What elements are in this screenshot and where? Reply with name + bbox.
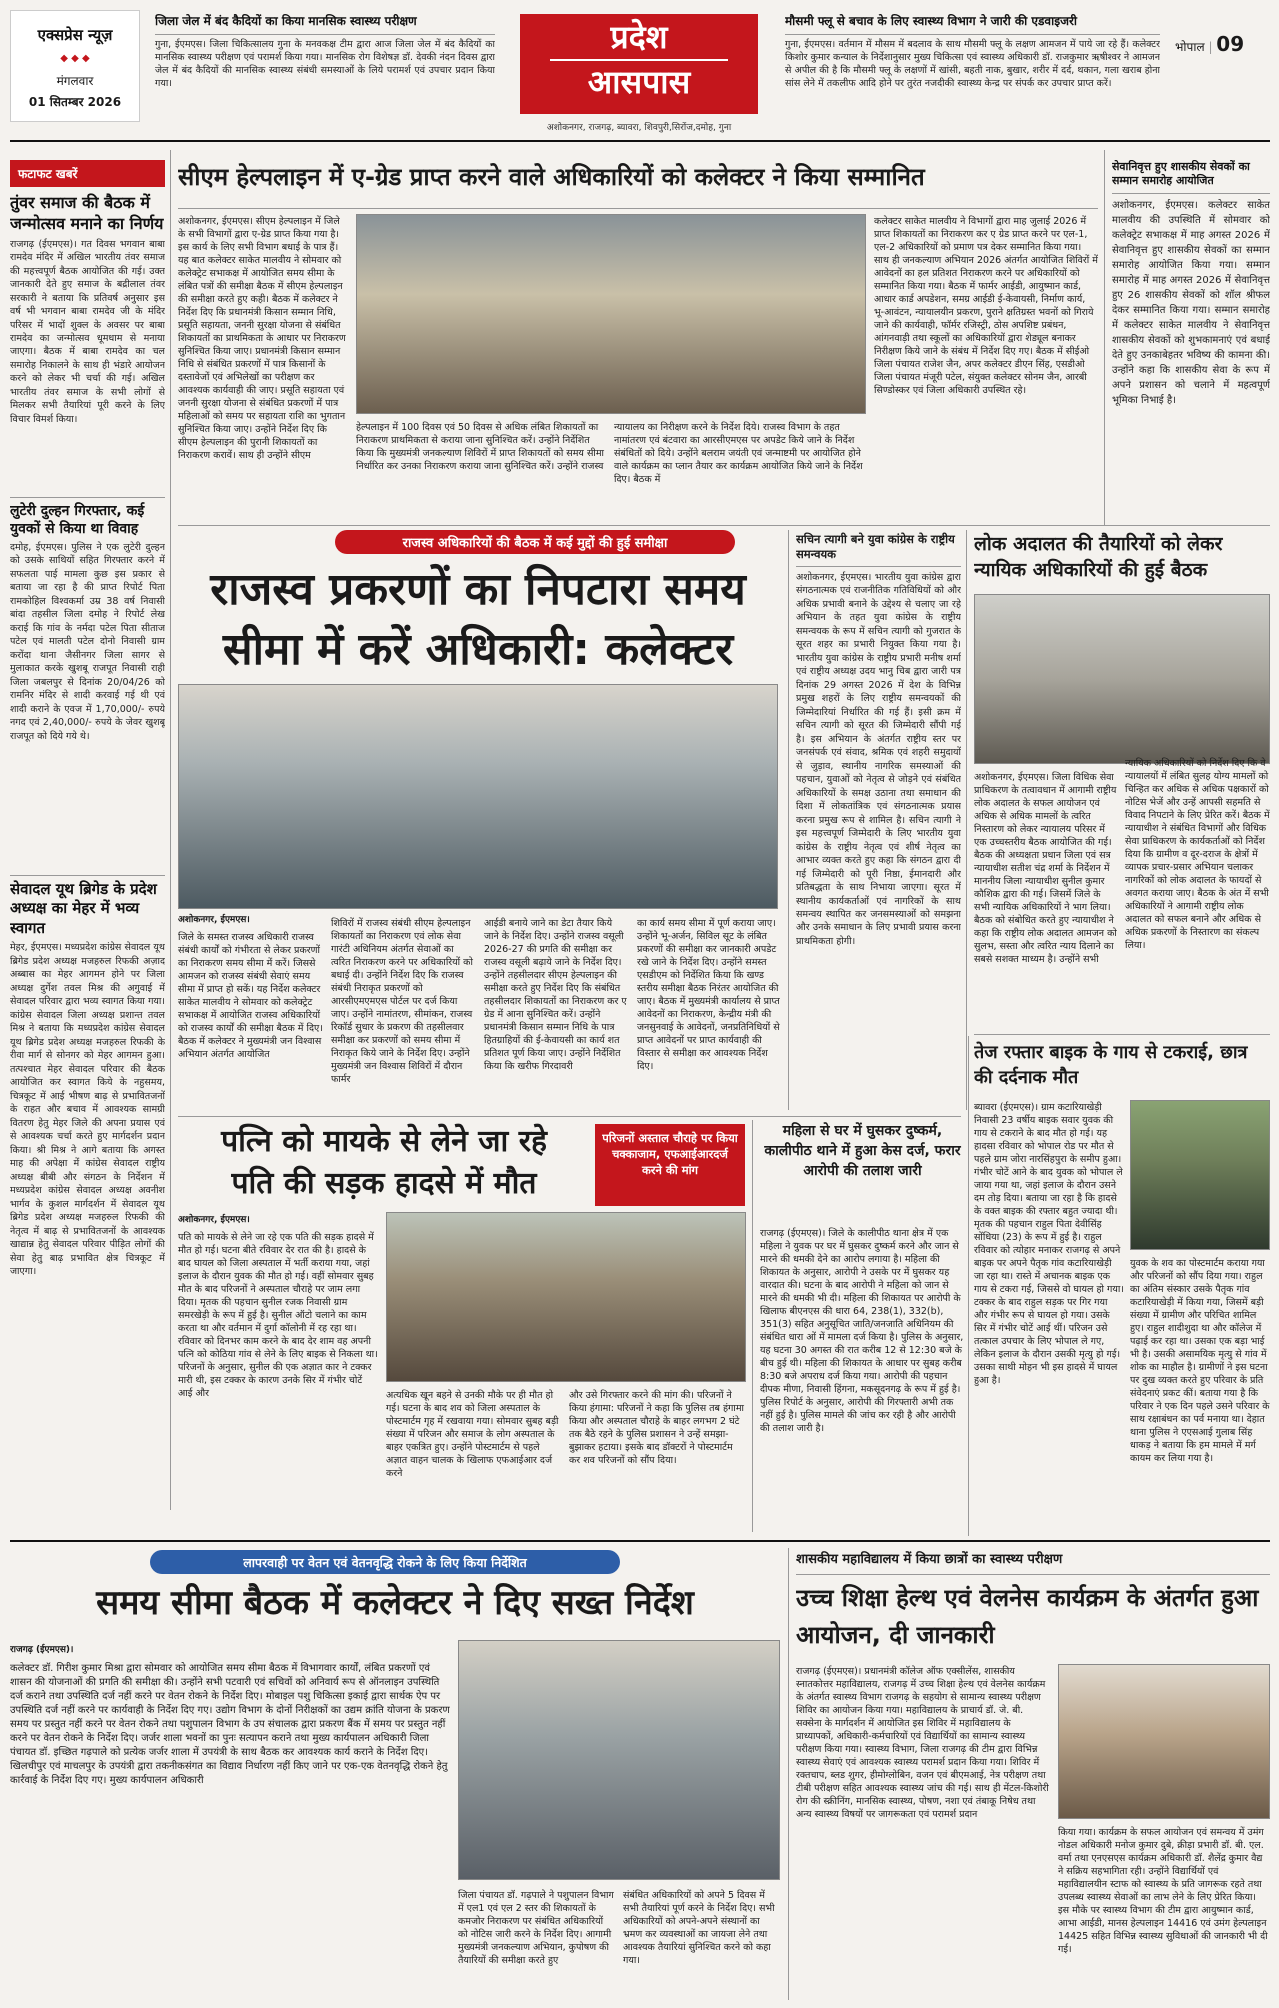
timelimit-kicker: लापरवाही पर वेतन एवं वेतनवृद्धि रोकने के लिए किया निर्देशित <box>150 1550 620 1574</box>
bike-body-2: युवक के शव का पोस्टमार्टम कराया गया और परिजनों को सौंप दिया गया। राहुल का अंतिम संस्कार उसके पैतृक गांव कटारियाखेड़ी में किया गया, जिसमें बड़ी संख्या में ग्रामीण और परिचित शामिल हुए। राहुल शादीशुदा था और कॉलेज में पढ़ाई कर रहा था। उसका एक बड़ा भाई भी है। उसकी असामयिक मृत्यु से गांव में शोक का माहौल है। ग्रामीणों ने इस घटना पर दुख व्यक्त करते हुए परिवार के प्रति संवेदनाएं प्रकट कीं। बताया गया है कि परिवार ने एक दिन पहले उसने परिवार के साथ रक्षाबंधन का पर्व मनाया था। देहात थाना पुलिस ने एएसआई गुलाब सिंह धाकड़ ने बताया कि हम मामले में मर्ग कायम कर लिया गया है। <box>1130 1258 1270 1464</box>
lead-rule <box>178 208 1098 209</box>
issue-day: मंगलवार <box>56 74 94 88</box>
masthead-brand-box <box>10 10 140 122</box>
diamond-ornament-icon: ◆ ◆ ◆ <box>60 53 90 64</box>
lead-bottom-rule <box>178 525 1270 526</box>
revenue-col-2: शिविरों में राजस्व संबंधी सीएम हेल्पलाइन शिकायतों का निराकरण एवं लोक सेवा गारंटी अधिनियम अंतर्गत सेवाओं का त्वरित निराकरण करने पर अधिकारियों को बधाई दी। उन्होंने निर्देश दिए कि राजस्व संबंधी निराकृत प्रकरणों को आरसीएमएमएस पोर्टल पर दर्ज किया जाए। उन्होंने नामांतरण, सीमांकन, राजस्व रिकॉर्ड सुधार के प्रकरण की तहसीलवार समीक्षा कर प्रकरणों को समय सीमा में निराकृत किये जाने के निर्देश दिए। उन्होंने मुख्यमंत्री जन विश्वास शिविरों में दौरान फार्मर <box>331 918 473 1085</box>
fatafat-story-3-body: मेहर, ईएमएस। मध्यप्रदेश कांग्रेस सेवादल यूथ ब्रिगेड प्रदेश अध्यक्ष मजहरुल रिफकी अज़ाद अब्बास का मेहर आगमन होने पर जिला अध्यक्ष दुर्गेश तवल मिश्र की अगुवाई में सेवादल परिवार द्वारा भव्य स्वागत किया गया। कांग्रेस सेवादल जिला अध्यक्ष प्रशान्त तवल मिश्र ने बताया कि मध्यप्रदेश कांग्रेस सेवादल यूथ ब्रिगेड प्रदेश अध्यक्ष मजहरुल रिफकी के रीवा मार्ग से सोनगर को मेहर आगमन हुआ। तत्पश्चात मेहर सेवादल परिवार की बैठक आयोजित कर स्वागत किये के नहुसमय, चित्रकूट में आई भीषण बाढ़ से प्रभावितजनों के राहत और बचाव में आवश्यक सामग्री वितरण हेतु मेहर जिले की अपना प्रयास एवं से आवश्यक चर्चा करते हुए मार्गदर्शन प्रदान किया। श्री मिश्र ने आगे बताया कि अगस्त माह की अपेक्षा में कांग्रेस सेवादल राष्ट्रीय अध्यक्ष बीबी और संगठन के निर्देशन में मध्यप्रदेश कांग्रेस सेवादल अध्यक्ष अवनीश भार्गव के कुशल मार्गदर्शन में सेवादल यूथ ब्रिगेड प्रदेश अध्यक्ष मजहरुल रिफकी की नेतृत्व में बाढ़ से प्रभावितजनों के आवश्यक खाद्यान्न हेतु सेवादल परिवार पीड़ित लोगों की सेवा हेतु बाढ़ प्रभावित क्षेत्र चित्रकूट में जाएगा। <box>10 942 165 1278</box>
retirement-story <box>1112 160 1270 520</box>
lead-col-5: कलेक्टर साकेत मालवीय ने विभागों द्वारा माह जुलाई 2026 में प्राप्त शिकायतों का निराकरण कर ए ग्रेड प्राप्त करने पर एल-1, एल-2 अधिकारियों को प्रमाण पत्र देकर सम्मानित किया गया। साथ ही जनकल्याण अभियान 2026 अंतर्गत आयोजित शिविरों में आवेदनों का हल प्रतिशत निराकरण करने पर अधिकारियों को सम्मानित किया गया। बैठक में फार्मर आईडी, आयुष्मान कार्ड, आधार कार्ड अपडेशन, समग्र आईडी ई-केवायसी, निर्माण कार्य, भू-आवंटन, न्यायालयीन प्रकरण, पुराने क्षतिग्रस्त भवनों को गिराये जाने की कार्यवाही, फॉर्मर रजिस्ट्री, ठोस अपशिष्ट प्रबंधन, आंगनवाड़ी तथा स्कूलों का अधिकारियों द्वारा शेड्यूल बनाकर निरीक्षण किये जाने के संबंध में निर्देश दिए गए। बैठक में सीईओ जिला पंचायत राजेश जैन, अपर कलेक्टर डीएन सिंह, एसडीओ जिला पंचायत मंजूरी पटेल, संयुक्त कलेक्टर सोनम जैन, आरबी सिण्डोस्कर एवं जिला अधिकारी उपस्थित रहे। <box>874 216 1098 396</box>
section-districts: अशोकनगर, राजगढ़, ब्यावरा, शिवपुरी,सिरोंज,दमोह, गुना <box>546 123 732 133</box>
top-left-body: गुना, ईएमएस। जिला चिकित्सालय गुना के मनवकक्ष टीम द्वारा आज जिला जेल में बंद कैदियों का मानसिक स्वास्थ्य परीक्षण एवं परामर्श किया गया। मानसिक रोग विशेषज्ञ डॉ. देवकी नंदन दिवस द्वारा जेल में बंद कैदियों की मानसिक स्वास्थ्य संबंधी समस्याओं के लिये परामर्श एवं उपचार प्रदान किया गया। <box>155 38 495 90</box>
revenue-col-1: जिले के समस्त राजस्व अधिकारी राजस्व संबंधी कार्यों को गंभीरता से लेकर प्रकरणों का निराकरण समय सीमा में करें। जिससे आमजन को राजस्व संबंधी सेवाएं समय सीमा में प्राप्त हो सकें। यह निर्देश कलेक्टर साकेत मालवीय ने सोमवार को कलेक्ट्रेट सभाकक्ष में आयोजित राजस्व अधिकारियों को राजस्व कार्यों की समीक्षा बैठक में दिए। बैठक में कलेक्टर ने मुख्यमंत्री जन विश्वास अभियान अंतर्गत आयोजित <box>178 932 323 1060</box>
husband-col-1: पति को मायके से लेने जा रहे एक पति की सड़क हादसे में मौत हो गई। घटना बीते रविवार देर रात की है। हादसे के बाद घायल को जिला अस्पताल में भर्ती कराया गया, जहां इलाज के दौरान युवक की मौत हो गई। वहीं सोमवार सुबह मौत के बाद परिजनों ने अस्पताल चौराहे पर जाम लगा दिया। मृतक की पहचान सुनील रजक निवासी ग्राम समरखेड़ी के रूप में हुई है। सुनील ऑटो चलाने का काम करता था और वर्तमान में दुर्गा कॉलोनी में रह रहा था। रविवार को दिनभर काम करने के बाद देर शाम वह अपनी पत्नि को कोठिया गांव से लेने के लिए बाइक से निकला था। परिजनों के अनुसार, सुनील की एक अज्ञात कार ने टक्कर मारी थी, इस टक्कर के कारण उनके सिर में गंभीर चोटें आई और <box>178 1232 378 1399</box>
husband-right-rule <box>752 1120 753 1532</box>
section-title-line2: आसपास <box>587 63 691 102</box>
folio-page-number: 09 <box>1216 32 1245 56</box>
college-kicker-rule <box>796 1574 1270 1575</box>
college-col-2: किया गया। कार्यक्रम के सफल आयोजन एवं समन्वय में उमंग नोडल अधिकारी मनोज कुमार दुबे, क्रीड़ा प्रभारी डॉ. बी. एल. वर्मा तथा एनएसएस कार्यक्रम अधिकारी डॉ. शैलेंद्र कुमार वैद्य ने सक्रिय सहभागिता रही। उन्होंने विद्यार्थियों एवं महाविद्यालयीन स्टाफ को स्वास्थ्य के प्रति जागरूक रहते तथा उपलब्ध स्वास्थ्य सेवाओं का लाभ लेने के लिए प्रेरित किया। इस मौके पर स्वास्थ्य विभाग की टीम द्वारा आयुष्मान कार्ड, आभा आईडी, मानस हेल्पलाइन 14416 एवं उमंग हेल्पलाइन 14425 सहित विभिन्न स्वास्थ्य सुविधाओं की जानकारी भी दी गई। <box>1058 1827 1268 1955</box>
section-banner <box>520 14 758 114</box>
college-kicker: शासकीय महाविद्यालय में किया छात्रों का स्वास्थ्य परीक्षण <box>796 1552 1063 1567</box>
college-col-1: राजगढ़ (ईएमएस)। प्रधानमंत्री कॉलेज ऑफ एक्सीलेंस, शासकीय स्नातकोत्तर महाविद्यालय, राजगढ़ में उच्च शिक्षा हेल्थ एवं वेलनेस कार्यक्रम के अंतर्गत स्वास्थ्य विभाग राजगढ़ के सहयोग से सामान्य स्वास्थ्य परीक्षण शिविर का आयोजन किया गया। महाविद्यालय के प्राचार्य डॉ. जे. बी. सक्सेना के मार्गदर्शन में आयोजित इस शिविर में महाविद्यालय के प्राध्यापकों, अधिकारी-कर्मचारियों एवं विद्यार्थियों का सामान्य स्वास्थ्य परीक्षण किया गया। स्वास्थ्य विभाग, जिला राजगढ़ की टीम द्वारा विभिन्न स्वास्थ्य सेवाएं एवं आवश्यक स्वास्थ्य परामर्श प्रदान किया गया। शिविर में रक्तचाप, ब्लड शुगर, हीमोग्लोबिन, वजन एवं बीएमआई, नेत्र परीक्षण तथा टीबी परीक्षण सहित आवश्यक स्वास्थ्य जांच की गई। साथ ही मेंटल-किशोरी रोग की स्क्रीनिंग, मानसिक स्वास्थ्य, पोषण, नशा एवं तंबाकू निषेध तथा अन्य स्वास्थ्य विषयों पर जागरूकता एवं परामर्श प्रदान <box>796 1666 1049 1820</box>
folio-city: भोपाल <box>1175 40 1205 54</box>
timelimit-photo <box>458 1640 780 1880</box>
college-headline: उच्च शिक्षा हेल्थ एवं वेलनेस कार्यक्रम के अंतर्गत हुआ आयोजन, दी जानकारी <box>796 1584 1259 1650</box>
fatafat-column <box>10 160 165 1500</box>
revenue-right-rule <box>788 530 789 1110</box>
revenue-headline-2: सीमा में करें अधिकारी: कलेक्टर <box>222 624 734 675</box>
youth-right-rule <box>966 530 967 1110</box>
woman-right-rule <box>968 1036 969 1536</box>
fatafat-story-2-body: दमोह, ईएमएस। पुलिस ने एक लुटेरी दुल्हन को उसके साथियों सहित गिरफ्तार करने में सफलता पाई मामला कुछ इस प्रकार से बताया जा रहा है की प्राप्त रिपोर्ट पिता रामकोहिल विश्वकर्मा उम्र 38 वर्ष निवासी बांदा तहसील जिला दमोह ने रिपोर्ट लेख कराई कि गांव के नर्मदा पटेल पिता सीताज पटेल एवं मालती पटेल दोनो निवासी ग्राम करोंदा थाना जैसीनगर जिला सागर से मुलाकात करके खुशबू राजपूत निवासी राही जिला जबलपुर से दिनांक 20/04/26 को रामनिर मंदिर से शादी करवाई गई थी एवं शादी कराने के एवज में 1,70,000/- रुपये नगद एवं 2,40,000/- रुपये के जेवर खुशबू राजपूत को दिये गये थे। <box>10 541 165 742</box>
lower-section-rule <box>10 1540 1270 1542</box>
page-folio: भोपाल | 09 <box>1175 32 1245 56</box>
fatafat-story-2-title: लुटेरी दुल्हन गिरफ्तार, कई युवकों से किया था विवाह <box>10 502 145 537</box>
protest-photo <box>386 1212 746 1382</box>
issue-date: 01 सितम्बर 2026 <box>28 95 122 109</box>
lok-adalat-headline: लोक अदालत की तैयारियों को लेकर न्यायिक अधिकारियों की हुई बैठक <box>974 533 1223 581</box>
fatafat-story-1-body: राजगढ़ (ईएमएस)। गत दिवस भगवान बाबा रामदेव मंदिर में अखिल भारतीय तंवर समाज की महत्त्वपूर्ण बैठक आयोजित की गई। उक्त जानकारी देते हुए समाज के बद्रीलाल तंवर सरकारी ने बताया कि प्रतिवर्ष अनुसार इस वर्ष भी भगवान बाबा रामदेव जी के मंदिर परिसर में भादों शुक्ल के अवसर पर बाबा रामदेव का जन्मोत्सव धूमधाम से मनाया जाएगा। बैठक में बाबा रामदेव का चल समारोह निकालने के साथ ही भंडारे आयोजन करने को लेकर भी चर्चा की गई। अखिल भारतीय तंवर समाज के सभी लोगों से मिलकर सभी तैयारियां पूरी करने के लिए विचार विमर्श किया। <box>10 238 165 425</box>
lead-col-1: अशोकनगर, ईएमएस। सीएम हेल्पलाइन में जिले के सभी विभागों द्वारा ए-ग्रेड प्राप्त किया गया है। इस कार्य के लिए सभी विभाग बधाई के पात्र हैं। यह बात कलेक्टर साकेत मालवीय ने सोमवार को कलेक्ट्रेट सभाकक्ष में आयोजित समय सीमा के लंबित पत्रों की समीक्षा बैठक में सीएम हेल्पलाइन की समीक्षा करते हुए कही। बैठक में कलेक्टर ने निर्देश दिए कि प्रधानमंत्री किसान सम्मान निधि, प्रसूति सहायता, जननी सुरक्षा योजना से संबंधित शिकायतों का प्राथमिकता के आधार पर निराकरण सुनिश्चित किया जाए। प्रधानमंत्री किसान सम्मान निधि से संबंधित प्रकरणों में पात्र किसानों के दस्तावेजों एवं अभिलेखों का परीक्षण कर आवश्यक कार्यवाही की जाए। प्रसूति सहायता एवं जननी सुरक्षा योजना से संबंधित प्रकरणों में पात्र महिलाओं को समय पर सहायता राशि का भुगतान सुनिश्चित किया जाए। उन्होंने निर्देश दिए कि सीएम हेल्पलाइन की पुरानी शिकायतों का निराकरण करावें। साथ ही उन्होंने सीएम <box>178 216 346 461</box>
timelimit-col-2: जिला पंचायत डॉ. गढ़पाले ने पशुपालन विभाग में एल1 एवं एल 2 स्तर की शिकायतों के कमजोर निराकरण पर संबंधित अधिकारियों को नोटिस जारी करने के निर्देश दिए। आगामी मुख्यमंत्री जनकल्याण अभियान, कुपोषण की तैयारियों की समीक्षा करते हुए <box>458 1890 614 1966</box>
timelimit-dateline: राजगढ़ (ईएमएस)। <box>10 1645 74 1655</box>
youth-story <box>796 532 961 1110</box>
timelimit-right-rule <box>788 1548 789 2000</box>
timelimit-col-1: कलेक्टर डॉ. गिरीश कुमार मिश्रा द्वारा सोमवार को आयोजित समय सीमा बैठक में विभागवार कार्यों, लंबित प्रकरणों एवं शासन की योजनाओं की प्रगति की समीक्षा की। उन्होंने सभी पटवारी एवं सचिवों को अनिवार्य रूप से ऑनलाइन उपस्थिति दर्ज कराने तथा उपस्थिति दर्ज नहीं करने पर वेतन रोकने के निर्देश दिए। मोबाइल पशु चिकित्सा इकाई द्वारा सार्थक ऐप पर उपस्थिति दर्ज नहीं करने पर कार्यवाही के निर्देश दिए गए। उद्योग विभाग के दोनों निरीक्षकों का उद्यम क्रांति योजना के प्रकरण समय पर प्रस्तुत नहीं करने पर वेतन रोकने तथा पशुपालन विभाग के उप संचालक द्वारा प्रकरण बैंक में समय पर प्रस्तुत नहीं करने पर वेतन रोकने के निर्देश दिए। जर्जर शाला भवनों का पुनः सत्यापन कराने तथा मुख्य कार्यपालन अधिकारी जिला पंचायत डॉ. इच्छित गढ़पाले को प्रत्येक जर्जर शाला में उपयंत्री के साथ बैठक कर आवश्यक कार्य कराने के निर्देश दिए। खिलचीपुर एवं माचलपुर के उपयंत्री द्वारा तकनीकसंगत का विद्याव निर्धारण नहीं किए जाने पर एक-एक वेतनवृद्धि रोकने हेतु कार्रवाई के निर्देश दिए गए। मुख्य कार्यपालन अधिकारी <box>10 1663 450 1786</box>
husband-headline-2: पति की सड़क हादसे में मौत <box>231 1166 537 1201</box>
top-left-brief <box>155 14 495 109</box>
husband-col-2: अत्यधिक खून बहने से उनकी मौके पर ही मौत हो गई। घटना के बाद शव को जिला अस्पताल के पोस्टमार्टम गृह में रखवाया गया। सोमवार सुबह बड़ी संख्या में परिजन और समाज के लोग अस्पताल के बाहर एकत्रित हुए। उन्होंने पोस्टमार्टम से पहले अज्ञात वाहन चालक के खिलाफ एफआईआर दर्ज करने <box>386 1390 559 1479</box>
lok-adalat-photo <box>974 594 1270 764</box>
lead-headline: सीएम हेल्पलाइन में ए-ग्रेड प्राप्त करने वाले अधिकारियों को कलेक्टर ने किया सम्मानित <box>178 163 925 191</box>
woman-headline: महिला से घर में घुसकर दुष्कर्म, कालीपीठ थाने में हुआ केस दर्ज, फरार आरोपी की तलाश जारी <box>764 1123 961 1179</box>
retirement-title: सेवानिवृत्त हुए शासकीय सेवकों का सम्मान समारोह आयोजित <box>1112 160 1250 188</box>
fatafat-story-1-title: तुंवर समाज की बैठक में जन्मोत्सव मनाने का निर्णय <box>10 193 164 233</box>
victim-portrait-photo <box>1130 1100 1270 1250</box>
fatafat-story-3-title: सेवादल यूथ ब्रिगेड के प्रदेश अध्यक्ष का मेहर में भव्य स्वागत <box>10 879 157 937</box>
bike-headline: तेज रफ्तार बाइक के गाय से टकराई, छात्र की दर्दनाक मौत <box>974 1042 1248 1089</box>
timelimit-col-3: संबंधित अधिकारियों को अपने 5 दिवस में सभी तैयारियां पूर्ण करने के निर्देश दिए। सभी अधिकारियों को अपने-अपने संस्थानों का भ्रमण कर व्यवस्थाओं का जायजा लेने तथा आवश्यक तैयारियां सुनिश्चित करने को कहा गया। <box>623 1890 775 1966</box>
revenue-photo <box>178 684 778 909</box>
revenue-dateline: अशोकनगर, ईएमएस। <box>178 915 250 925</box>
masthead-rule <box>10 140 1270 142</box>
bike-body: ब्यावरा (ईएमएस)। ग्राम कटारियाखेड़ी निवासी 23 वर्षीय बाइक सवार युवक की गाय से टकराने के बाद मौत हो गई। यह हादसा रविवार को भोपाल रोड पर मौत से पहले ग्राम जोरा नारसिंहपुरा के समीप हुआ। गंभीर चोटें आने के बाद युवक को भोपाल ले जाया गया था, जहां इलाज के दौरान उसने दम तोड़ दिया। बताया जा रहा है कि हादसे के वक्त बाइक की रफ्तार बहुत ज्यादा थी। मृतक की पहचान राहुल पिता देवीसिंह सोंधिया (23) के रूप में हुई है। राहुल रविवार को त्योहार मनाकर राजगढ़ से अपने बाइक पर अपने पैतृक गांव कटारियाखेड़ी जा रहा था। रास्ते में अचानक बाइक एक गाय से टकरा गई, जिससे वो घायल हो गया। टक्कर के बाद राहुल सड़क पर गिर गया और गंभीर रूप से घायल हो गया। उसके सिर में गंभीर चोटें आई थीं। परिजन उसे तत्काल उपचार के लिए भोपाल ले गए, लेकिन इलाज के दौरान उसकी मृत्यु हो गई। उसका साथी मोहन भी इस हादसे में घायल हुआ है। <box>974 1102 1124 1386</box>
college-photo <box>1058 1664 1270 1819</box>
lok-adalat-rule <box>974 1034 1270 1035</box>
lead-col-4: न्यायालय का निरीक्षण करने के निर्देश दिये। राजस्व विभाग के तहत नामांतरण एवं बंटवारा का आरसीएमएस पर अपडेट किये जाने के निर्देश संबंधितों को दिये। उन्होंने बलराम जयंती एवं जन्माष्टमी पर आयोजित होने वाले कार्यक्रम का प्लान तैयार कर कार्यक्रम आयोजित किये जाने के निर्देश दिए। बैठक में <box>614 422 863 485</box>
timelimit-headline: समय सीमा बैठक में कलेक्टर ने दिए सख्त निर्देश <box>96 1583 694 1623</box>
left-column-rule <box>170 150 171 1510</box>
retirement-body: अशोकनगर, ईएमएस। कलेक्टर साकेत मालवीय की उपस्थिति में सोमवार को कलेक्ट्रेट सभाकक्ष में माह अगस्त 2026 में सेवानिवृत्त हुए शासकीय सेवकों का सम्मान समारोह आयोजित किया गया। सम्मान समारोह में माह अगस्त 2026 में सेवानिवृत्त हुए 26 शासकीय सेवकों को शॉल श्रीफल देकर सम्मानित किया गया। सम्मान समारोह में कलेक्टर साकेत मालवीय ने सेवानिवृत्त शासकीय सेवकों को शुभकामनाएं एवं बधाई देते हुए उनकाबेहतर भविष्य की कामना की। उन्होंने कहा कि शासकीय सेवा के रूप में अपने प्रशासन को चलाने में महत्वपूर्ण भूमिका निभाई है। <box>1112 199 1270 406</box>
revenue-kicker: राजस्व अधिकारियों की बैठक में कई मुद्दों की हुई समीक्षा <box>335 530 735 554</box>
lok-adalat-col-2: न्यायिक अधिकारियों को निर्देश दिए कि वे न्यायालयों में लंबित सुलह योग्य मामलों को चिन्हित कर अधिक से अधिक पक्षकारों को नोटिस भेजें और उन्हें आपसी सहमति से विवाद निपटाने के लिए प्रेरित करें। बैठक में न्यायाधीश ने संबंधित विभागों और विधिक सेवा प्राधिकरण के कार्यकर्ताओं को निर्देश दिया कि ग्रामीण व दूर-दराज के क्षेत्रों में व्यापक प्रचार-प्रसार अभियान चलाकर नागरिकों को लोक अदालत के फायदों से अवगत कराया जाए। बैठक के अंत में सभी अधिकारियों ने आगामी राष्ट्रीय लोक अदालत को सफल बनाने और अधिक से अधिक प्रकरणों के निस्तारण का संकल्प लिया। <box>1125 758 1270 951</box>
revenue-col-3: आईडी बनाये जाने का डेटा तैयार किये जाने के निर्देश दिए। उन्होंने राजस्व वसूली 2026-27 की प्रगति की समीक्षा कर राजस्व वसूली बढ़ाये जाने के निर्देश दिए। उन्होंने तहसीलदार सीएम हेल्पलाइन की समीक्षा करते हुए निर्देश दिए कि संबंधित तहसीलदार शिकायतों का निराकरण कर ए ग्रेड में आना सुनिश्चित करें। उन्होंने प्रधानमंत्री किसान सम्मान निधि के पात्र हितग्राहियों की ई-केवायसी का कार्य शत प्रतिशत पूर्ण किया जाए। उन्होंने निर्देशित किया कि खरीफ गिरदावरी <box>484 918 627 1072</box>
husband-headline-1: पत्नि को मायके से लेने जा रहे <box>221 1124 547 1159</box>
woman-body: राजगढ़ (ईएमएस)। जिले के कालीपीठ थाना क्षेत्र में एक महिला ने युवक पर घर में घुसकर दुष्कर्म करने और जान से मारने की धमकी देने का आरोप लगाया है। महिला की शिकायत के अनुसार, आरोपी ने उसके पर में घुसकर यह वारदात की। घटना के बाद आरोपी ने महिला को जान से मारने की धमकी भी दी। महिला की शिकायत पर आरोपी के खिलाफ बीएनएस की धारा 64, 238(1), 332(b), 351(3) सहित अनुसूचित जाति/जनजाति अधिनियम की संबंधित धारा ओं में मामला दर्ज किया है। पुलिस के अनुसार, यह घटना 30 अगस्त की रात करीब 12 से 12:30 बजे के बीच हुई थी। महिला की शिकायत के आधार पर सुबह करीब 8:30 बजे अपराध दर्ज किया गया। आरोपी की पहचान दीपक मीणा, निवासी हिंगना, मकसूदनगढ़ के रूप में हुई है। पुलिस रिपोर्ट के अनुसार, आरोपी की गिरफ्तारी अभी तक नहीं हुई है। पुलिस मामले की जांच कर रही है और आरोपी की तलाश जारी है। <box>760 1228 964 1434</box>
fatafat-label: फटाफट खबरें <box>10 160 165 187</box>
revenue-headline-1: राजस्व प्रकरणों का निपटारा समय <box>210 564 746 615</box>
lead-photo <box>356 214 866 414</box>
revenue-bottom-rule <box>178 1116 961 1117</box>
top-right-brief <box>785 14 1160 109</box>
revenue-col-4: का कार्य समय सीमा में पूर्ण कराया जाए। उन्होंने भू-अर्जन, सिविल सूट के लंबित प्रकरणों की समीक्षा कर जानकारी अपडेट रखे जाने के निर्देश दिए। उन्होंने समस्त एसडीएम को निर्देशित किया कि खण्ड स्तरीय समीक्षा बैठक निरंतर आयोजित की जाए। बैठक में मुख्यमंत्री कार्यालय से प्राप्त आवेदनों का निराकरण, केन्द्रीय मंत्री की जनसुनवाई के आवेदनों, जनप्रतिनिधियों से प्राप्त आवेदनों पर प्राप्त कार्यवाही की विस्तार से समीक्षा कर आवश्यक निर्देश दिए। <box>637 918 780 1072</box>
right-rail-rule <box>1104 150 1105 525</box>
lok-adalat-col-1: अशोकनगर, ईएमएस। जिला विधिक सेवा प्राधिकरण के तत्वावधान में आगामी राष्ट्रीय लोक अदालत के सफल आयोजन एवं अधिक से अधिक मामलों के त्वरित निस्तारण को लेकर न्यायालय परिसर में एक उच्चस्तरीय बैठक आयोजित की गई। बैठक की अध्यक्षता प्रधान जिला एवं सत्र न्यायाधीश सतीश चंद्र शर्मा के निर्देशन में माननीय जिला न्यायाधीश सुनील कुमार कौशिक द्वारा की गई। जिसमें जिले के सभी न्यायिक अधिकारियों ने भाग लिया। बैठक को संबोधित करते हुए न्यायाधीश ने कहा कि राष्ट्रीय लोक अदालत आमजन को सुलभ, सस्ता और त्वरित न्याय दिलाने का सबसे सशक्त माध्यम है। उन्होंने सभी <box>974 772 1117 965</box>
top-right-title: मौसमी फ्लू से बचाव के लिए स्वास्थ्य विभाग ने जारी की एडवाइजरी <box>785 14 1078 28</box>
section-title-line1: प्रदेश <box>610 18 668 56</box>
top-right-body: गुना, ईएमएस। वर्तमान में मौसम में बदलाव के साथ मौसमी फ्लू के लक्षण आमजन में पाये जा रहे हैं। कलेक्टर किशोर कुमार कन्याल के निर्देशानुसार मुख्य चिकित्सा एवं स्वास्थ्य अधिकारी डॉ. राजकुमार ऋषीश्वर ने आमजन से अपील की है कि मौसमी फ्लू के लक्षणों में खांसी, बहती नाक, बुखार, शरीर में दर्द, थकान, गला खराब होना सांस लेने में तकलीफ आदि होने पर तुरंत नजदीकी स्वास्थ्य केन्द्र पर संपर्क कर उपचार प्राप्त करें। <box>785 38 1160 90</box>
husband-col-3: और उसे गिरफ्तार करने की मांग की। परिजनों ने किया हंगामा: परिजनों ने कहा कि पुलिस तब हंगामा किया और अस्पताल चौराहे के बाहर लगभग 2 घंटे तक बैठे रहने के पुलिस प्रशासन ने उन्हें समझा-बुझाकर हटाया। इसके बाद डॉक्टरों ने पोस्टमार्टम कर शव परिजनों को सौंप दिया। <box>569 1390 744 1466</box>
brand-name: एक्सप्रेस न्यूज़ <box>37 26 113 44</box>
husband-dateline: अशोकनगर, ईएमएस। <box>178 1215 250 1225</box>
top-left-title: जिला जेल में बंद कैदियों का किया मानसिक स्वास्थ्य परीक्षण <box>155 14 417 28</box>
youth-body: अशोकनगर, ईएमएस। भारतीय युवा कांग्रेस द्वारा संगठनात्मक एवं राजनीतिक गतिविधियों को और अधिक प्रभावी बनाने के उद्देश्य से चलाए जा रहे अभियान के तहत युवा कांग्रेस के राष्ट्रीय समन्वयक के रूप में सचिन त्यागी को गुजरात के सूरत शहर का प्रभारी नियुक्त किया गया है। भारतीय युवा कांग्रेस के राष्ट्रीय प्रभारी मनीष शर्मा एवं राष्ट्रीय अध्यक्ष उदय भानु चिब द्वारा जारी पत्र दिनांक 29 अगस्त 2026 में देश के विभिन्न प्रमुख शहरों के लिए राष्ट्रीय समन्वयकों की जिम्मेदारियां निर्धारित की गई हैं। इसी क्रम में सचिन त्यागी को सूरत की जिम्मेदारी सौंपी गई है। इस अभियान के अंतर्गत राष्ट्रीय स्तर पर जनसंपर्क एवं संवाद, श्रमिक एवं शहरी समुदायों से जुड़ाव, स्थानीय नागरिक समस्याओं की पहचान, युवाओं को नेतृत्व से जोड़ने एवं संबंधित अधिकारियों के समक्ष उठाना तथा समाधान की दिशा में लोकतांत्रिक एवं संगठनात्मक प्रयास करना प्रमुख रूप से शामिल है। सचिन त्यागी ने इस महत्त्वपूर्ण जिम्मेदारी के लिए भारतीय युवा कांग्रेस के राष्ट्रीय नेतृत्व एवं शीर्ष नेतृत्व का आभार व्यक्त करते हुए कहा कि संगठन द्वारा दी गई जिम्मेदारी को पूरी निष्ठा, ईमानदारी और प्रतिबद्धता के साथ निभाया जाएगा। सूरत में स्थानीय कार्यकर्ताओं एवं नागरिकों के साथ समन्वय स्थापित कर जनसमस्याओं को समझना और उनके समाधान के लिए प्रभावी प्रयास करना प्राथमिकता होगी। <box>796 571 961 947</box>
youth-title: सचिन त्यागी बने युवा कांग्रेस के राष्ट्रीय समन्वयक <box>796 532 955 561</box>
lead-col-3: हेल्पलाइन में 100 दिवस एवं 50 दिवस से अधिक लंबित शिकायतों का निराकरण प्राथमिकता से कराया जाना सुनिश्चित करें। उन्होंने निर्देशित किया कि मुख्यमंत्री जनकल्याण शिविरों में प्राप्त शिकायतों को समय सीमा निर्धारित कर उनका निराकरण कराया जाना सुनिश्चित करें। उन्होंने राजस्व <box>356 422 604 472</box>
husband-side-box: परिजनों अस्ताल चौराहे पर किया चक्काजाम, एफआईआरदर्ज करने की मांग <box>595 1124 745 1206</box>
